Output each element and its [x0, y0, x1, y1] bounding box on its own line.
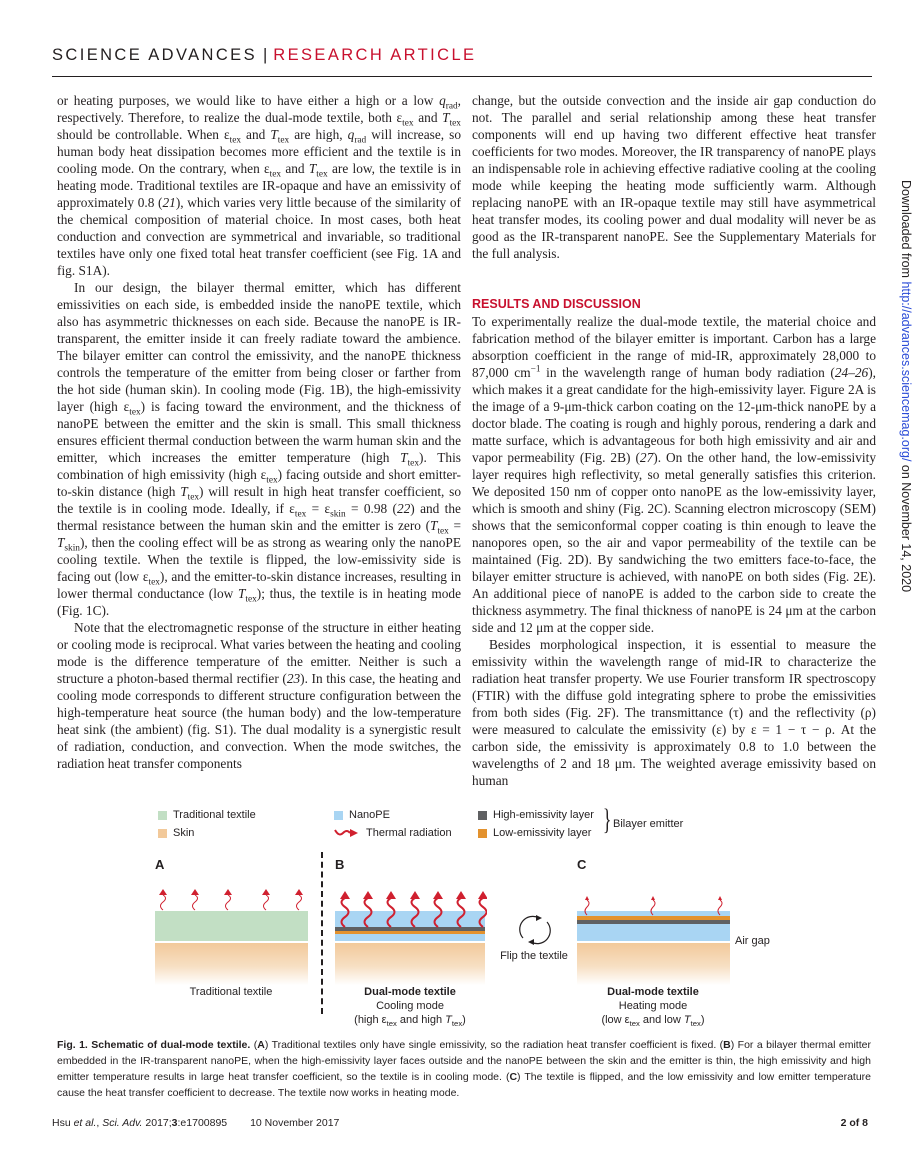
- brace-icon: }: [602, 803, 612, 836]
- paragraph: Note that the electromagnetic response of the structure in either heating or cooling mode is reciprocal. What varies between the heating and cooling mode is the difference temperature of the emitter. Neither is such a structure a photon-based thermal rectifier (23). In this case, the heating and cooling mode corresponds to different structure configuration between the high-temperature heat source (the human body) and the low-temperature heat sink (the ambient) (fig. S1). The dual modality is a synergistic result of radiation, conduction, and convection. When the mode switches, the radiation heat transfer components: [57, 620, 461, 771]
- legend-thermal-radiation: Thermal radiation: [334, 827, 452, 839]
- running-header: [52, 46, 872, 77]
- high-emissivity-layer-c: [577, 920, 730, 924]
- figure-caption: [57, 1037, 871, 1101]
- paragraph: In our design, the bilayer thermal emitter, which has different emissivities on each side, is embedded inside the nanoPE textile, which also has asymmetric thicknesses on each side. Because the nanoPE is IR-transparent, the emitter inside it can freely radiate toward the ambience. The bilayer emitter can control the emissivity, and the nanoPE thickness controls the temperature of the emitter from being closer or farther from the hot side (human skin). In cooling mode (Fig. 1B), the high-emissivity layer (high $\varepsilon_{tex}$) is facing toward the environment, and the thickness of nanoPE between the emitter and the skin is small. This small thickness ensures efficient thermal conduction between the warm human skin and the emitter, which increases the emitter temperature (high $T_{tex}$). This combination of high emissivity (high $\varepsilon_{tex}$) facing outside and short emitter-to-skin distance (high $T_{tex}$) will result in high heat transfer coefficient, so the textile is in cooling mode. Ideally, if $\varepsilon_{tex} = \varepsilon_{skin} = 0.98$ (22) and the thermal resistance between the human skin and the emitter is zero $(T_{tex} = T_{skin})$, then the cooling effect will be as strong as wearing only the nanoPE cooling textile. When the textile is flipped, the low-emissivity side is facing out (low $\varepsilon_{tex}$), and the emitter-to-skin distance increases, resulting in lower thermal conductance (low $T_{tex}$); thus, the textile is in heating mode (Fig. 1C).: [57, 280, 462, 618]
- panel-c-mode: Heating mode: [618, 1000, 688, 1012]
- skin-layer-c: [577, 943, 730, 985]
- skin-swatch: [158, 829, 167, 838]
- panel-c-condition: (low $\varepsilon_{tex}$ and low $T_{tex}$): [601, 1014, 705, 1029]
- air-gap-label: Air gap: [735, 935, 770, 947]
- caption-text: (A) Traditional textiles only have single emissivity, so the radiation heat transfer coefficient is fixed. (B) For a bilayer thermal emitter embedded in the IR-transparent nanoPE, when the high-emissivity layer faces outside and the nanoPE between the skin and the emitter is thin, the high emissivity and high emitter temperature results in large heat transfer coefficient, so the textile is in cooling mode. (C) The textile is flipped, and the low emissivity and low emitter temperature cause the heat transfer coefficient to decrease. The textile now works in heating mode.: [57, 1039, 872, 1099]
- right-column: [472, 92, 876, 789]
- high-emissivity-swatch: [478, 811, 487, 820]
- legend-low-emissivity: Low-emissivity layer: [478, 827, 591, 839]
- page-footer: [52, 1117, 872, 1129]
- panel-label-b: B: [335, 857, 345, 872]
- traditional-textile-swatch: [158, 811, 167, 820]
- thermal-radiation-arrows-a: [155, 888, 305, 912]
- panel-b-mode: Cooling mode: [376, 1000, 444, 1012]
- panel-a-caption: Traditional textile: [189, 986, 273, 998]
- traditional-textile-layer: [155, 911, 308, 941]
- download-link[interactable]: http://advances.sciencemag.org/: [899, 281, 913, 462]
- paragraph: change, but the outside convection and the inside air gap conduction do not. The parallel and serial relationship among these heat transfer components will end up having two different effective heat transfer coefficients for two modes. Moreover, the IR transparency of nanoPE plays an indispensable role in achieving effective radiative cooling at the cooling mode while keeping the heating mode sufficiently warm. Although replacing nanoPE with an IR-opaque textile may still have asymmetrical heat transfer modes, its cooling power and dual modality will never be as good as the IR-transparent nanoPE. See the Supplementary Materials for the full analysis.: [472, 93, 876, 261]
- legend-traditional-textile: Traditional textile: [158, 809, 256, 821]
- publication-date: 10 November 2017: [250, 1117, 340, 1129]
- caption-label: Fig. 1.: [57, 1039, 88, 1051]
- legend-nanope: NanoPE: [334, 809, 390, 821]
- panel-b-condition: (high $\varepsilon_{tex}$ and high $T_{tex}$): [354, 1014, 466, 1029]
- panel-label-c: C: [577, 857, 587, 872]
- legend-high-emissivity: High-emissivity layer: [478, 809, 594, 821]
- download-note: Downloaded from http://advances.sciencemag.org/ on November 14, 2020: [899, 180, 913, 593]
- page-number: 2 of 8: [840, 1117, 868, 1129]
- panel-label-a: A: [155, 857, 165, 872]
- caption-title: Schematic of dual-mode textile.: [91, 1039, 251, 1051]
- nanope-swatch: [334, 811, 343, 820]
- legend-skin: Skin: [158, 827, 194, 839]
- journal-name: SCIENCE ADVANCES: [52, 46, 257, 64]
- thermal-radiation-arrows-c: [577, 895, 730, 917]
- header-separator: |: [262, 46, 268, 64]
- paragraph: or heating purposes, we would like to have either a high or a low $q_{rad}$, respectively. Therefore, to realize the dual-mode textile, both $\varepsilon_{tex}$ and $T_{tex}$ should be controllable. When $\varepsilon_{tex}$ and $T_{tex}$ are high, $q_{rad}$ will increase, so human body heat dissipation becomes more efficient and the textile is in cooling mode. On the contrary, when $\varepsilon_{tex}$ and $T_{tex}$ are low, the textile is in heating mode. Traditional textiles are IR-opaque and have an emissivity of approximately 0.8 (21), which varies very little because of the similarity of the chemical composition of material choice. In most cases, both heat conduction and convection are symmetrical and invariable, so traditional textiles have only one fixed total heat transfer coefficient (see Fig. 1A and fig. S1A).: [57, 93, 462, 278]
- citation: Hsu et al., Sci. Adv. 2017;3:e1700895: [52, 1117, 228, 1129]
- thermal-radiation-arrows-b: [335, 890, 487, 930]
- flip-cycle-icon: [517, 914, 553, 946]
- left-column: [57, 92, 461, 772]
- paragraph: To experimentally realize the dual-mode textile, the material choice and fabrication method of the bilayer emitter is important. Carbon has a large absorption coefficient in the range of mid-IR, approximately 28,000 to 87,000 $cm^{-1}$ in the wavelength range of human body radiation (24–26), which makes it a great candidate for the high-emissivity layer. Figure 2A is the image of a 9-μm-thick carbon coating on the 12-μm-thick nanoPE by a doctor blade. The coating is rough and highly porous, rendering a dark and matte surface, which is advantageous for both high emissivity and air and vapor permeability (Fig. 2B) (27). On the other hand, the low-emissivity layer requires high reflectivity, so metal generally satisfies this criterion. We deposited 150 nm of copper onto nanoPE as the low-emissivity layer, which is smooth and shiny (Fig. 2C). Scanning electron microscopy (SEM) shows that the semiconformal copper coating is thin enough to leave the nanopores open, so the air and vapor permeability of the textile can be maintained (Fig. 2D). By sandwiching the two emitters face-to-face, the bilayer emitter structure is achieved, with nanoPE on both sides (Fig. 2E). An additional piece of nanoPE is added to the carbon side to create the thickness asymmetry. The final thickness of nanoPE is 24 μm at the carbon side and 12 μm at the copper side.: [472, 314, 877, 635]
- panel-b-title: Dual-mode textile: [364, 986, 456, 998]
- section-heading: RESULTS AND DISCUSSION: [472, 297, 641, 311]
- figure-1: [150, 800, 770, 1030]
- panel-c-title: Dual-mode textile: [607, 986, 699, 998]
- paragraph: Besides morphological inspection, it is essential to measure the emissivity within the wavelength range of mid-IR to characterize the radiation heat transfer property. We use Fourier transform IR spectroscopy (FTIR) with the diffuse gold integrating sphere to probe the emissivities from both sides (Fig. 2F). The transmittance (τ) and the reflectivity (ρ) were measured to calculate the emissivity (ε) by ε = 1 − τ − ρ. At the carbon side, the emissivity is approximately 0.8 to 1.0 between the wavelengths of 2 and 18 μm. The weighted average emissivity based on human: [472, 637, 876, 788]
- legend-bilayer-emitter: Bilayer emitter: [613, 818, 684, 830]
- radiation-arrow-icon: [334, 828, 360, 838]
- low-emissivity-swatch: [478, 829, 487, 838]
- flip-label: Flip the textile: [500, 950, 568, 962]
- article-type: RESEARCH ARTICLE: [273, 46, 477, 64]
- skin-layer-a: [155, 943, 308, 985]
- low-emissivity-layer-b: [335, 931, 485, 934]
